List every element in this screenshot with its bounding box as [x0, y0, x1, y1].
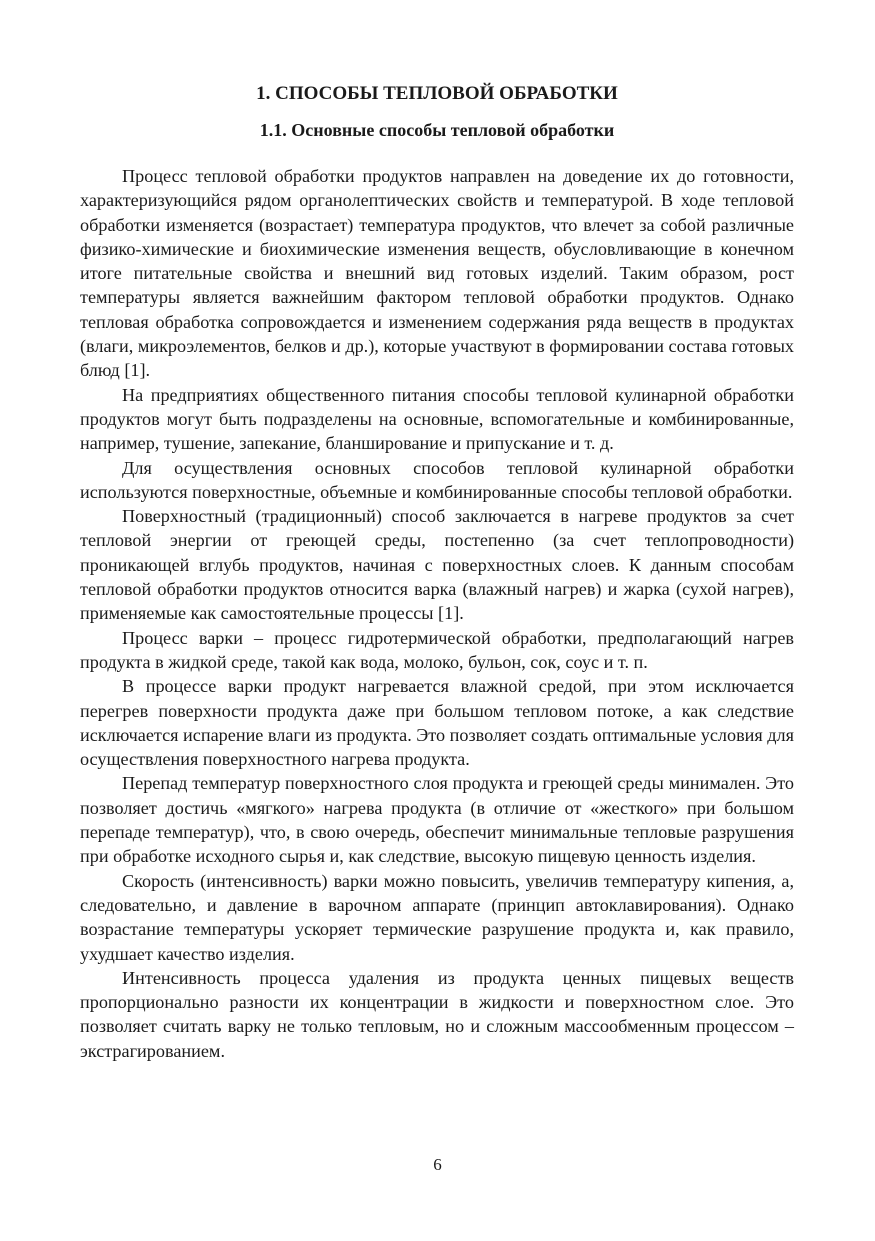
paragraph: Процесс варки – процесс гидротермической обработки, предполагающий нагрев продукта в жидкой среде, такой как вода, молоко, бульон, сок, соус и т. п.	[80, 627, 794, 672]
chapter-title: 1. СПОСОБЫ ТЕПЛОВОЙ ОБРАБОТКИ	[256, 83, 618, 104]
page-number: 6	[433, 1155, 442, 1174]
paragraph: В процессе варки продукт нагревается влажной средой, при этом исключается перегрев поверхности продукта даже при большом тепловом потоке, а как следствие исключается испарение влаги из продукта. Это позволяет создать оптимальные условия для осуществления поверхностного нагрева продукта.	[80, 676, 794, 770]
page-body	[80, 82, 794, 1063]
paragraph: Для осуществления основных способов тепловой кулинарной обработки используются поверхностные, объемные и комбинированные способы тепловой обработки.	[80, 457, 794, 502]
paragraph: Скорость (интенсивность) варки можно повысить, увеличив температуру кипения, а, следовательно, и давление в варочном аппарате (принцип автоклавирования). Однако возрастание температуры ускоряет термические разрушение продукта и, как правило, ухудшает качество изделия.	[80, 870, 794, 964]
body-text	[80, 164, 794, 1063]
paragraph: Интенсивность процесса удаления из продукта ценных пищевых веществ пропорционально разности их концентрации в жидкости и поверхностном слое. Это позволяет считать варку не только тепловым, но и сложным массообменным процессом – экстрагированием.	[80, 967, 794, 1061]
paragraph: На предприятиях общественного питания способы тепловой кулинарной обработки продуктов могут быть подразделены на основные, вспомогательные и комбинированные, например, тушение, запекание, бланширование и припускание и т. д.	[80, 384, 794, 454]
section-title: 1.1. Основные способы тепловой обработки	[259, 120, 615, 140]
paragraph: Перепад температур поверхностного слоя продукта и греющей среды минимален. Это позволяет достичь «мягкого» нагрева продукта (в отличие от «жесткого» при большом перепаде температур), что, в свою очередь, обеспечит минимальные тепловые разрушения при обработке исходного сырья и, как следствие, высокую пищевую ценность изделия.	[80, 773, 794, 867]
paragraph: Процесс тепловой обработки продуктов направлен на доведение их до готовности, характеризующийся рядом органолептических свойств и температурой. В ходе тепловой обработки изменяется (возрастает) температура продуктов, что влечет за собой различные физико-химические и биохимические изменения веществ, обусловливающие в конечном итоге питательные свойства и внешний вид готовых изделий. Таким образом, рост температуры является важнейшим фактором тепловой обработки продуктов. Однако тепловая обработка сопровождается и изменением содержания ряда веществ в продуктах (влаги, микроэлементов, белков и др.), которые участвуют в формировании состава готовых блюд [1].	[80, 166, 795, 381]
paragraph: Поверхностный (традиционный) способ заключается в нагреве продуктов за счет тепловой энергии от греющей среды, постепенно (за счет теплопроводности) проникающей вглубь продуктов, начиная с поверхностных слоев. К данным способам тепловой обработки продуктов относится варка (влажный нагрев) и жарка (сухой нагрев), применяемые как самостоятельные процессы [1].	[80, 506, 794, 624]
